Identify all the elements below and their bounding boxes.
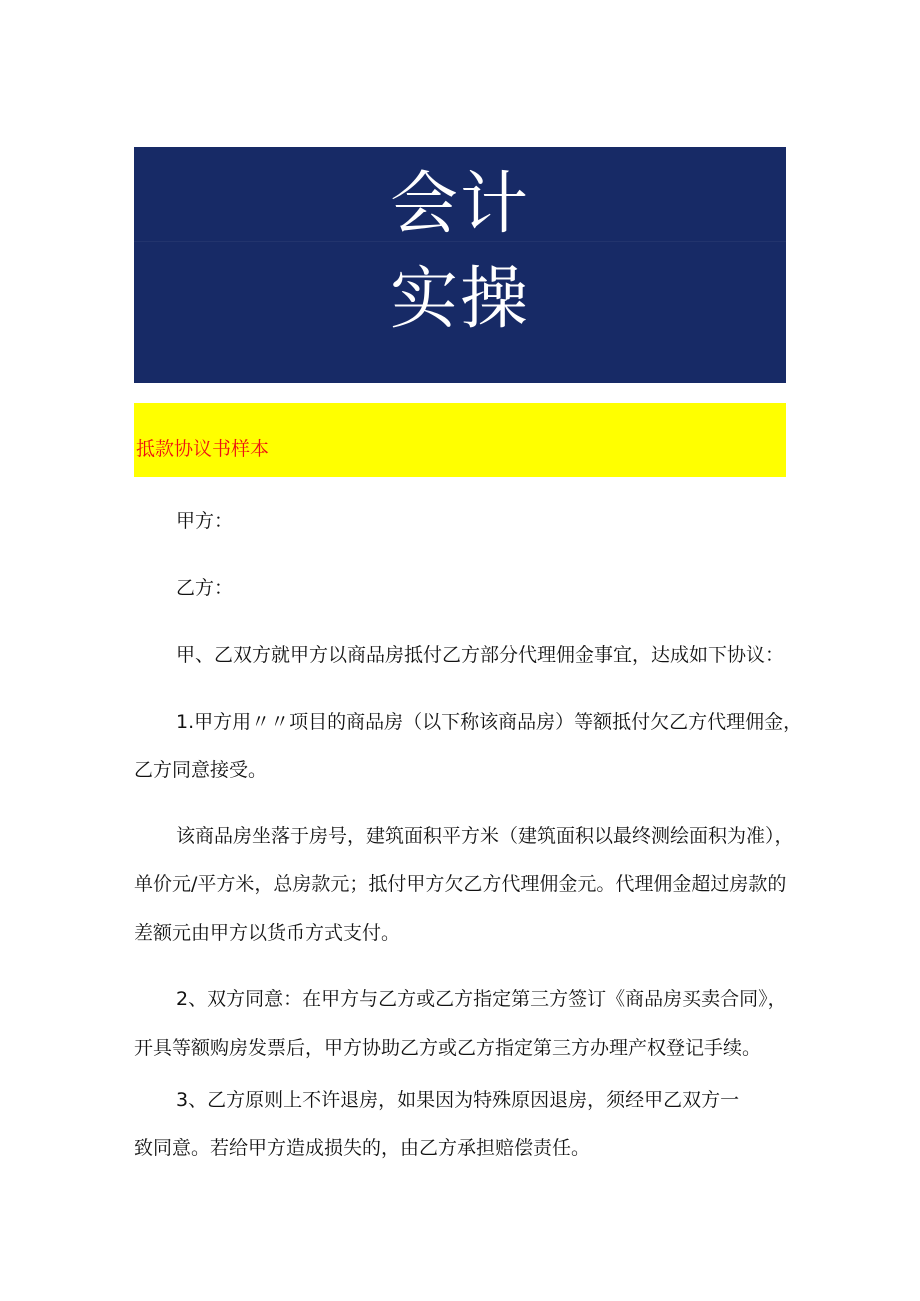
- clause-1-detail-line-2: 单价元/平方米，总房款元；抵付甲方欠乙方代理佣金元。代理佣金超过房款的: [134, 873, 787, 895]
- party-b-label: 乙方：: [176, 577, 234, 599]
- clause-3-line-1: 3、乙方原则上不许退房，如果因为特殊原因退房，须经甲乙双方一: [176, 1089, 740, 1111]
- banner-title-line-1: 会计: [389, 165, 530, 244]
- clause-1-line-2: 乙方同意接受。: [134, 759, 268, 781]
- document-title-bar: [134, 403, 786, 477]
- clause-1-detail-line-1: 该商品房坐落于房号，建筑面积平方米（建筑面积以最终测绘面积为准），: [176, 825, 794, 847]
- clause-1-detail-line-3: 差额元由甲方以货币方式支付。: [134, 922, 401, 944]
- header-banner: [134, 147, 786, 383]
- agreement-intro: 甲、乙双方就甲方以商品房抵付乙方部分代理佣金事宜，达成如下协议：: [176, 644, 785, 666]
- clause-3-line-2: 致同意。若给甲方造成损失的，由乙方承担赔偿责任。: [134, 1137, 591, 1159]
- banner-divider: [134, 241, 786, 242]
- clause-1-line-1: 1.甲方用〃〃项目的商品房（以下称该商品房）等额抵付欠乙方代理佣金，: [176, 711, 803, 733]
- clause-2-line-1: 2、双方同意：在甲方与乙方或乙方指定第三方签订《商品房买卖合同》，: [176, 988, 787, 1010]
- document-title: 抵款协议书样本: [136, 438, 270, 460]
- clause-2-line-2: 开具等额购房发票后，甲方协助乙方或乙方指定第三方办理产权登记手续。: [134, 1037, 762, 1059]
- banner-title-line-2: 实操: [389, 260, 530, 339]
- party-a-label: 甲方：: [176, 510, 234, 532]
